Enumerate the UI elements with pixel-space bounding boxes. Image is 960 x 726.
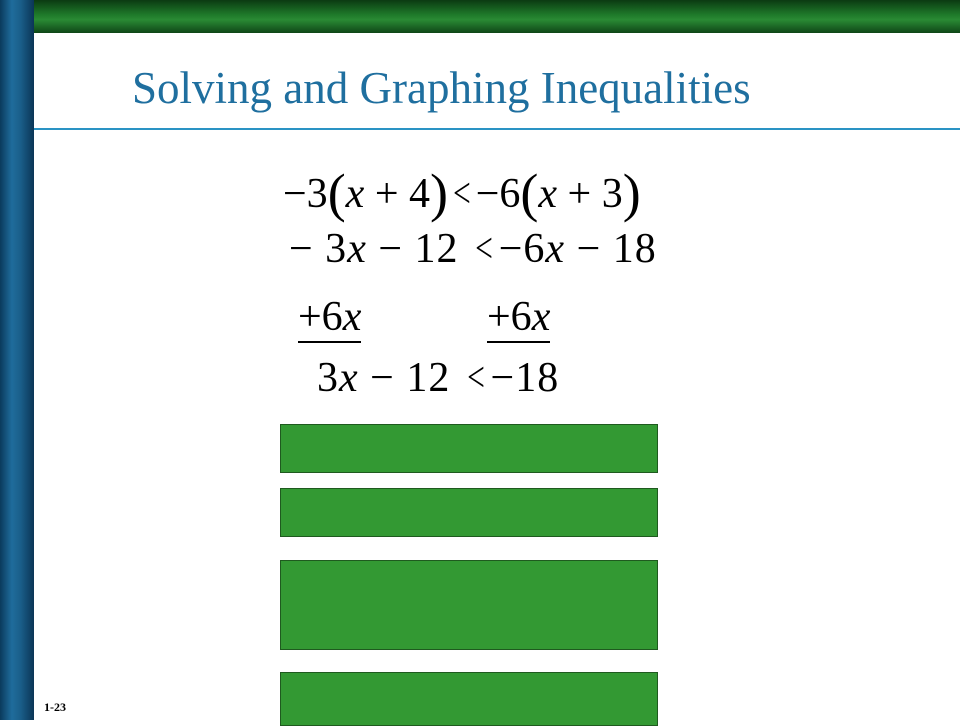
step-1-term: −6 — [475, 171, 521, 217]
top-banner — [34, 0, 960, 33]
step-1-relation: < — [452, 171, 471, 217]
step-1-variable: x — [538, 171, 558, 217]
step-3-term: +6 — [487, 294, 532, 340]
step-2-relation: < — [475, 226, 494, 272]
step-2-equation — [289, 228, 657, 270]
step-3-term: +6 — [298, 294, 343, 340]
sidebar-decoration — [0, 0, 34, 720]
step-4-term: −18 — [490, 355, 560, 401]
step-3-left-addend — [298, 296, 361, 338]
step-3-variable: x — [531, 294, 551, 340]
step-1-term: + 4 — [364, 171, 431, 217]
step-2-term: − 12 — [366, 226, 471, 272]
title-divider — [34, 128, 960, 130]
step-4-variable: x — [339, 355, 359, 401]
step-2-term: − 3 — [289, 226, 348, 272]
answer-cover-box-2[interactable] — [280, 488, 658, 537]
step-1-term: + 3 — [557, 171, 623, 217]
answer-cover-box-1[interactable] — [280, 424, 658, 473]
answer-cover-box-3[interactable] — [280, 560, 658, 650]
step-1-paren: ) — [430, 163, 448, 223]
step-4-term: 3 — [317, 355, 339, 401]
step-1-equation — [283, 163, 641, 223]
answer-cover-box-4[interactable] — [280, 672, 658, 726]
step-2-variable: x — [347, 226, 367, 272]
step-1-variable: x — [345, 171, 365, 217]
step-4-equation — [317, 357, 559, 399]
step-2-term: −6 — [498, 226, 546, 272]
step-4-relation: < — [466, 355, 486, 401]
step-1-paren: ( — [327, 163, 346, 223]
step-2-term: − 18 — [565, 226, 657, 272]
step-3-variable: x — [342, 294, 362, 340]
step-1-term: −3 — [283, 171, 328, 217]
step-2-variable: x — [545, 226, 566, 272]
slide-title: Solving and Graphing Inequalities — [132, 63, 751, 113]
slide-number: 1-23 — [44, 700, 66, 714]
step-1-paren: ( — [520, 163, 539, 223]
step-3-right-addend — [487, 296, 550, 338]
step-1-paren: ) — [622, 163, 641, 223]
step-4-term: − 12 — [358, 355, 462, 401]
